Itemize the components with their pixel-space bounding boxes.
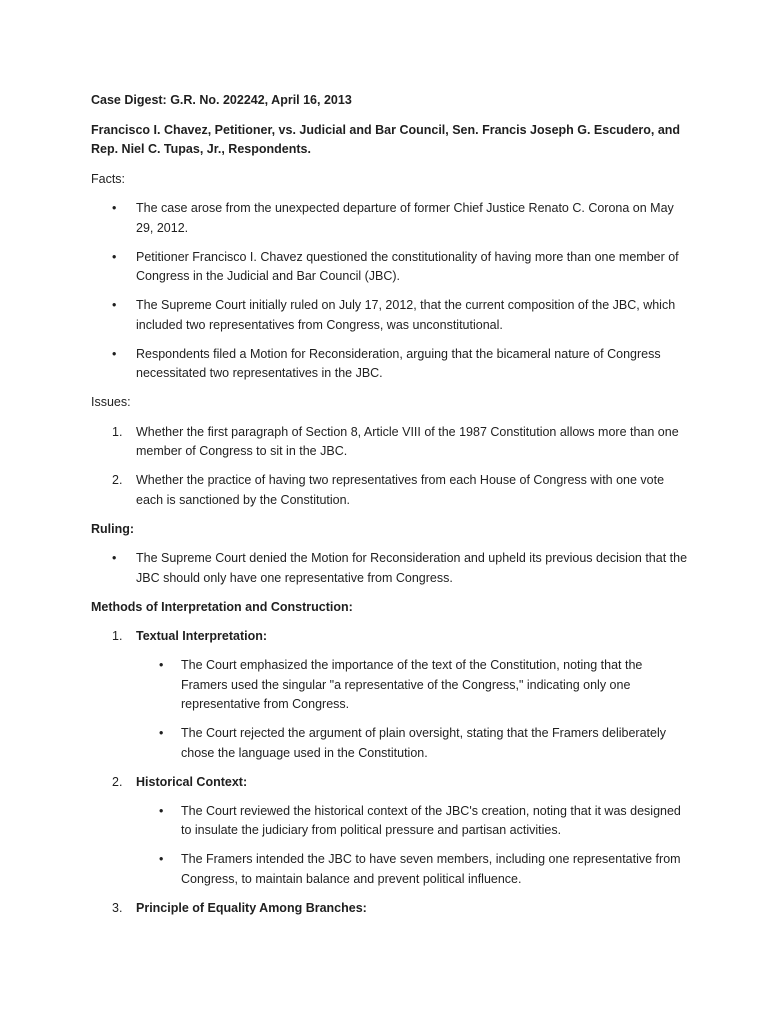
method-point [136,656,691,715]
facts-item-text: Respondents filed a Motion for Reconsideration, arguing that the bicameral nature of Congress necessitated two representatives in the JBC. [136,346,661,380]
methods-heading: Methods of Interpretation and Construction: [91,599,353,614]
bullet-marker: • [112,249,117,264]
case-parties: Francisco I. Chavez, Petitioner, vs. Judicial and Bar Council, Sen. Francis Joseph G. Escudero, and Rep. Niel C. Tupas, Jr., Respondents. [91,122,681,156]
method-item [91,773,691,890]
facts-item [91,296,691,335]
ruling-item [91,549,691,588]
ruling-list [91,549,691,588]
bullet-marker: • [112,201,117,215]
bullet-marker: • [159,726,164,740]
method-title: Principle of Equality Among Branches: [136,900,367,915]
bullet-marker: • [112,551,117,565]
bullet-marker: • [159,803,164,818]
ruling-item-text: The Supreme Court denied the Motion for Reconsideration and upheld its previous decision that the JBC should only have one representative from Congress. [136,551,688,585]
number-marker: 1. [112,424,123,439]
facts-item [91,199,691,238]
number-marker: 1. [112,629,123,643]
facts-item [91,345,691,384]
issues-item-text: Whether the practice of having two representatives from each House of Congress with one vote each is sanctioned by the Constitution. [136,473,665,507]
method-point-text: The Court reviewed the historical context of the JBC's creation, noting that it was designed to insulate the judiciary from political pressure and partisan activities. [181,803,681,837]
issues-heading: Issues: [91,395,131,409]
bullet-marker: • [159,658,164,672]
method-title: Historical Context: [136,774,248,789]
method-point-text: The Court emphasized the importance of the text of the Constitution, noting that the Framers used the singular "a representative of the Congress," indicating only one representative from Congress. [181,658,643,711]
method-title: Textual Interpretation: [136,629,268,643]
bullet-marker: • [112,298,117,312]
issues-item-text: Whether the first paragraph of Section 8, Article VIII of the 1987 Constitution allows more than one member of Congress to sit in the JBC. [136,424,679,458]
case-title: Case Digest: G.R. No. 202242, April 16, 2013 [91,93,352,107]
facts-item-text: The Supreme Court initially ruled on July 17, 2012, that the current composition of the JBC, which included two representatives from Congress, was unconstitutional. [136,298,676,332]
facts-item-text: The case arose from the unexpected departure of former Chief Justice Renato C. Corona on May 29, 2012. [136,201,674,235]
method-item [91,627,691,763]
issues-item [91,423,691,462]
method-point [136,724,691,763]
number-marker: 2. [112,774,123,789]
method-points [136,656,691,763]
method-point [136,850,691,889]
number-marker: 3. [112,900,123,915]
document-body [91,91,691,928]
facts-list [91,199,691,384]
facts-heading: Facts: [91,171,126,186]
method-point [136,802,691,841]
facts-item-text: Petitioner Francisco I. Chavez questioned the constitutionality of having more than one member of Congress in the Judicial and Bar Council (JBC). [136,249,679,283]
number-marker: 2. [112,473,123,487]
method-point-text: The Court rejected the argument of plain oversight, stating that the Framers deliberately chose the language used in the Constitution. [181,726,666,760]
bullet-marker: • [112,346,117,361]
issues-list [91,423,691,511]
method-point-text: The Framers intended the JBC to have seven members, including one representative from Congress, to maintain balance and prevent political influence. [181,852,681,886]
methods-list [91,627,691,918]
method-item [91,899,691,919]
bullet-marker: • [159,852,164,866]
facts-item [91,248,691,287]
issues-item [91,471,691,510]
method-points [136,802,691,890]
ruling-heading: Ruling: [91,521,135,536]
